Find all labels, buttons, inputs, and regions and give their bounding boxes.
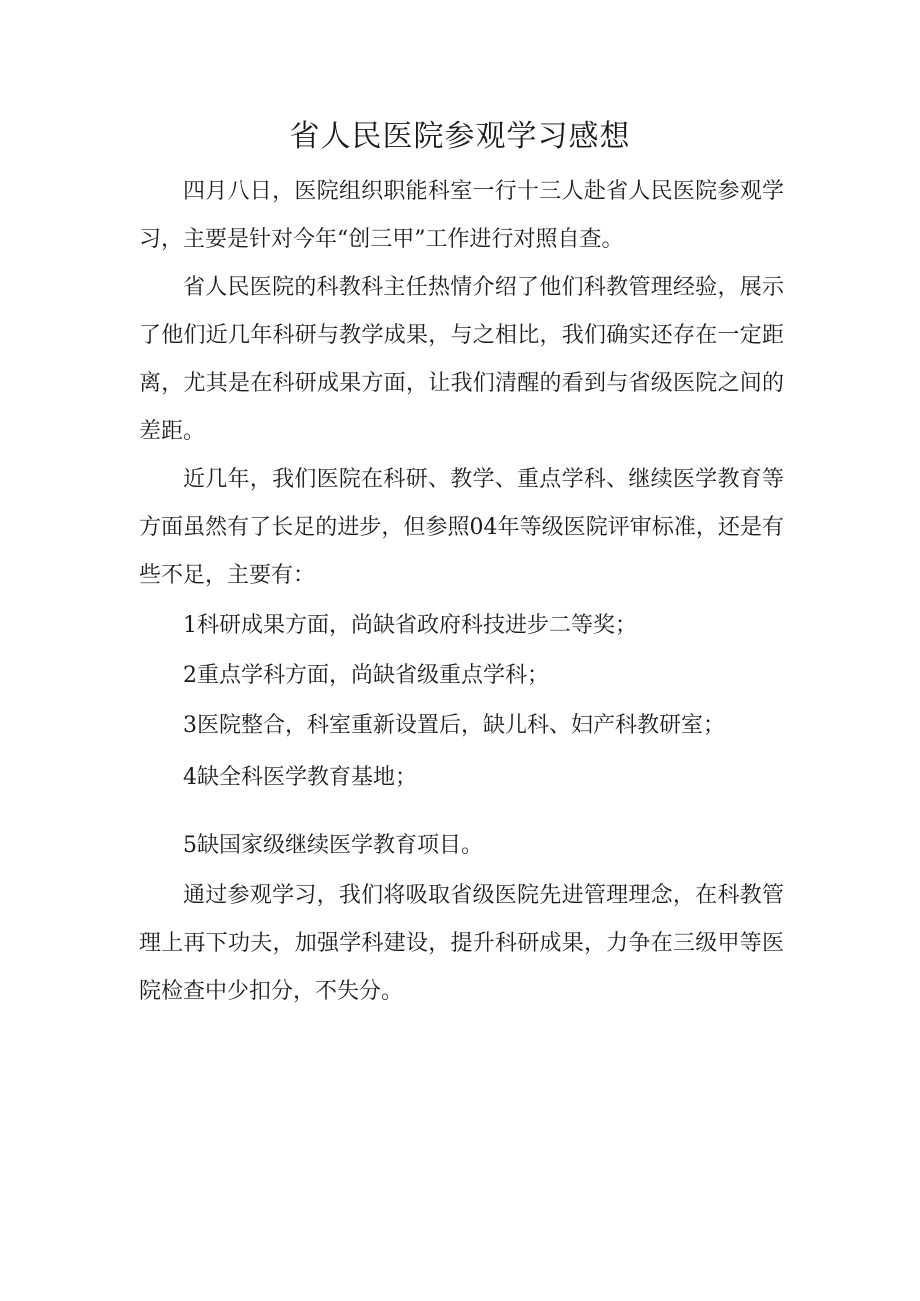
- document-title: 省人民医院参观学习感想: [289, 119, 631, 154]
- list-item: 3医院整合，科室重新设置后，缺儿科、妇产科教研室；: [183, 713, 725, 738]
- shortcomings-list-item-5: [139, 822, 784, 870]
- paragraph-block-3: [139, 456, 784, 600]
- list-item: 4缺全科医学教育基地；: [183, 765, 417, 790]
- paragraph-shortcomings: 近几年，我们医院在科研、教学、重点学科、继续医学教育等方面虽然有了长足的进步，但参照04年等级医院评审标准，还是有些不足，主要有：: [139, 467, 784, 588]
- paragraph-block-closing: [139, 872, 784, 1016]
- shortcomings-list-item-3: [139, 702, 784, 750]
- paragraph-intro: 四月八日，医院组织职能科室一行十三人赴省人民医院参观学习，主要是针对今年“创三甲”工作进行对照自查。: [139, 179, 784, 252]
- paragraph-block-1: [139, 168, 784, 264]
- shortcomings-list-item-2: [139, 652, 784, 700]
- paragraph-visit-summary: 省人民医院的科教科主任热情介绍了他们科教管理经验，展示了他们近几年科研与教学成果，与之相比，我们确实还存在一定距离，尤其是在科研成果方面，让我们清醒的看到与省级医院之间的差距。: [139, 275, 784, 444]
- shortcomings-list-item-1: [139, 602, 784, 650]
- paragraph-closing: 通过参观学习，我们将吸取省级医院先进管理理念，在科教管理上再下功夫，加强学科建设，提升科研成果，力争在三级甲等医院检查中少扣分，不失分。: [139, 883, 784, 1004]
- shortcomings-list-item-4: [139, 754, 784, 802]
- paragraph-block-2: [139, 264, 784, 456]
- list-item: 5缺国家级继续医学教育项目。: [183, 833, 483, 858]
- list-item: 1科研成果方面，尚缺省政府科技进步二等奖；: [183, 613, 637, 638]
- list-item: 2重点学科方面，尚缺省级重点学科；: [183, 663, 549, 688]
